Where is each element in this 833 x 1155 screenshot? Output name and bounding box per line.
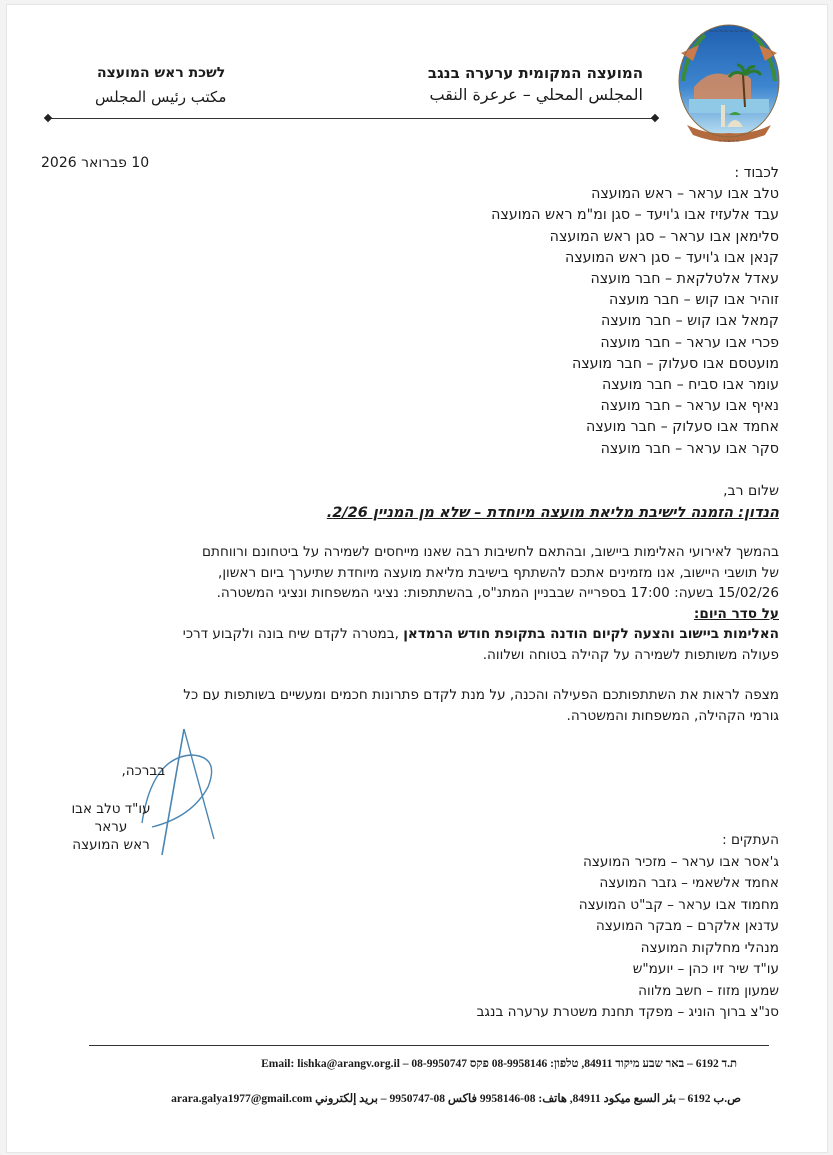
- recipient-item: זוהיר אבו קוש – חבר מועצה: [609, 292, 779, 309]
- signatory-name: עו"ד טלב אבו עראר: [71, 801, 151, 835]
- recipient-item: עאדל אלטלקאת – חבר מועצה: [590, 271, 779, 288]
- cc-title: העתקים :: [722, 832, 779, 848]
- cc-item: עדנאן אלקרם – מבקר המועצה: [595, 918, 779, 934]
- recipient-item: נאיף אבו עראר – חבר מועצה: [600, 398, 779, 415]
- recipient-item: קמאל אבו קוש – חבר מועצה: [601, 313, 779, 330]
- recipient-item: סלימאן אבו עראר – סגן ראש המועצה: [549, 228, 779, 245]
- svg-text:~~~~~: ~~~~~: [718, 139, 740, 145]
- cc-item: אחמד אלשאמי – גזבר המועצה: [599, 875, 779, 891]
- header-divider: [47, 118, 657, 119]
- closing-line: מצפה לראות את השתתפותכם הפעילה והכנה, על מנת לקדם פתרונות חכמים ומעשיים בשותפות עם כל: [183, 687, 779, 703]
- cc-item: ג'אסר אבו עראר – מזכיר המועצה: [582, 853, 779, 870]
- cc-item: שמעון מזוז – חשב מלווה: [638, 982, 779, 999]
- letter-page: [6, 4, 828, 1153]
- footer-contact-hebrew: ת.ד 6192 – באר שבע מיקוד 84911, טלפון: 08-9958146 פקס 08-9950747 – Email: lishka@arangv.org.il: [261, 1058, 737, 1070]
- office-title-arabic: مكتب رئيس المجلس: [95, 88, 227, 106]
- cc-block: [477, 830, 779, 1024]
- cc-item: סנ"צ ברוך הוניג – מפקד תחנת משטרת ערערה בנגב: [476, 1004, 779, 1020]
- agenda-item-bold: האלימות ביישוב והצעה לקיום הודנה בתקופת חודש הרמדאן: [403, 626, 779, 642]
- office-title-hebrew: לשכת ראש המועצה: [97, 65, 226, 81]
- footer-contact-arabic: ص.ب 6192 – بئر السبع ميكود 84911, هاتف: 08-9958146 فاكس 08-9950747 – بريد إلكتروني arara.galya1977@gmail.com: [171, 1093, 741, 1105]
- org-name-hebrew: המועצה המקומית ערערה בנגב: [427, 64, 643, 82]
- divider-dot-left: [44, 114, 52, 122]
- recipient-item: עומר אבו סביח – חבר מועצה: [602, 377, 779, 394]
- closing-blessing: בברכה,: [121, 763, 165, 779]
- recipient-item: סקר אבו עראר – חבר מועצה: [600, 440, 779, 457]
- cc-item: מנהלי מחלקות המועצה: [640, 939, 779, 956]
- body-paragraph: [19, 542, 779, 665]
- agenda-item-rest: ,במטרה לקדם שיח בונה ולקבוע דרכי: [182, 626, 404, 642]
- recipient-item: עבד אלעזיז אבו ג'ויעד – סגן ומ"מ ראש המועצה: [491, 207, 779, 224]
- cc-item: מחמוד אבו עראר – קב"ט המועצה: [578, 896, 779, 913]
- recipients-title: לכבוד :: [734, 165, 779, 181]
- recipient-item: מועטסם אבו סעלוק – חבר מועצה: [571, 355, 779, 372]
- signatory-block: [55, 800, 167, 854]
- recipient-item: קנאן אבו ג'ויעד – סגן ראש המועצה: [564, 249, 779, 266]
- closing-line: גורמי הקהילה, המשפחות והמשטרה.: [566, 707, 779, 724]
- divider-dot-right: [651, 114, 659, 122]
- body-line: של תושבי היישוב, אנו מזמינים אתכם להשתתף בישיבת מליאת מועצה מיוחדת שתיערך ביום ראשון,: [218, 564, 779, 581]
- council-emblem-icon: [669, 17, 789, 149]
- body-line: 15/02/26 בשעה: 17:00 בספרייה שבבניין המתנ"ס, בהשתתפות: נציגי המשפחות ונציגי המשטרה.: [216, 585, 779, 601]
- svg-text:~~~~~~~~: ~~~~~~~~: [708, 28, 750, 35]
- org-name-arabic: المجلس المحلي – عرعرة النقب: [429, 85, 643, 104]
- subject-line: הנדון: הזמנה לישיבת מליאת מועצה מיוחדת – שלא מן המניין 2/26.: [326, 505, 779, 521]
- recipient-item: פכרי אבו עראר – חבר מועצה: [600, 334, 779, 351]
- signatory-title: ראש המועצה: [72, 837, 150, 853]
- recipients-block: [491, 163, 779, 460]
- agenda-title: על סדר היום:: [693, 605, 779, 622]
- greeting: שלום רב,: [723, 483, 779, 499]
- body-line: בהמשך לאירועי האלימות ביישוב, ובהתאם לחשיבות רבה שאנו מייחסים לשמירה על ביטחונם ורווחתם: [201, 544, 779, 560]
- closing-paragraph: [183, 685, 779, 726]
- agenda-line-2: פעולה משותפות לשמירה על קהילה בטוחה ושלווה.: [482, 646, 779, 663]
- footer-divider: [89, 1045, 769, 1046]
- recipient-item: טלב אבו עראר – ראש המועצה: [591, 186, 779, 203]
- recipient-item: אחמד אבו סעלוק – חבר מועצה: [586, 419, 779, 436]
- letter-date: 10 פברואר 2026: [41, 155, 150, 171]
- cc-item: עו"ד שיר זיו כהן – יועמ"ש: [632, 961, 779, 977]
